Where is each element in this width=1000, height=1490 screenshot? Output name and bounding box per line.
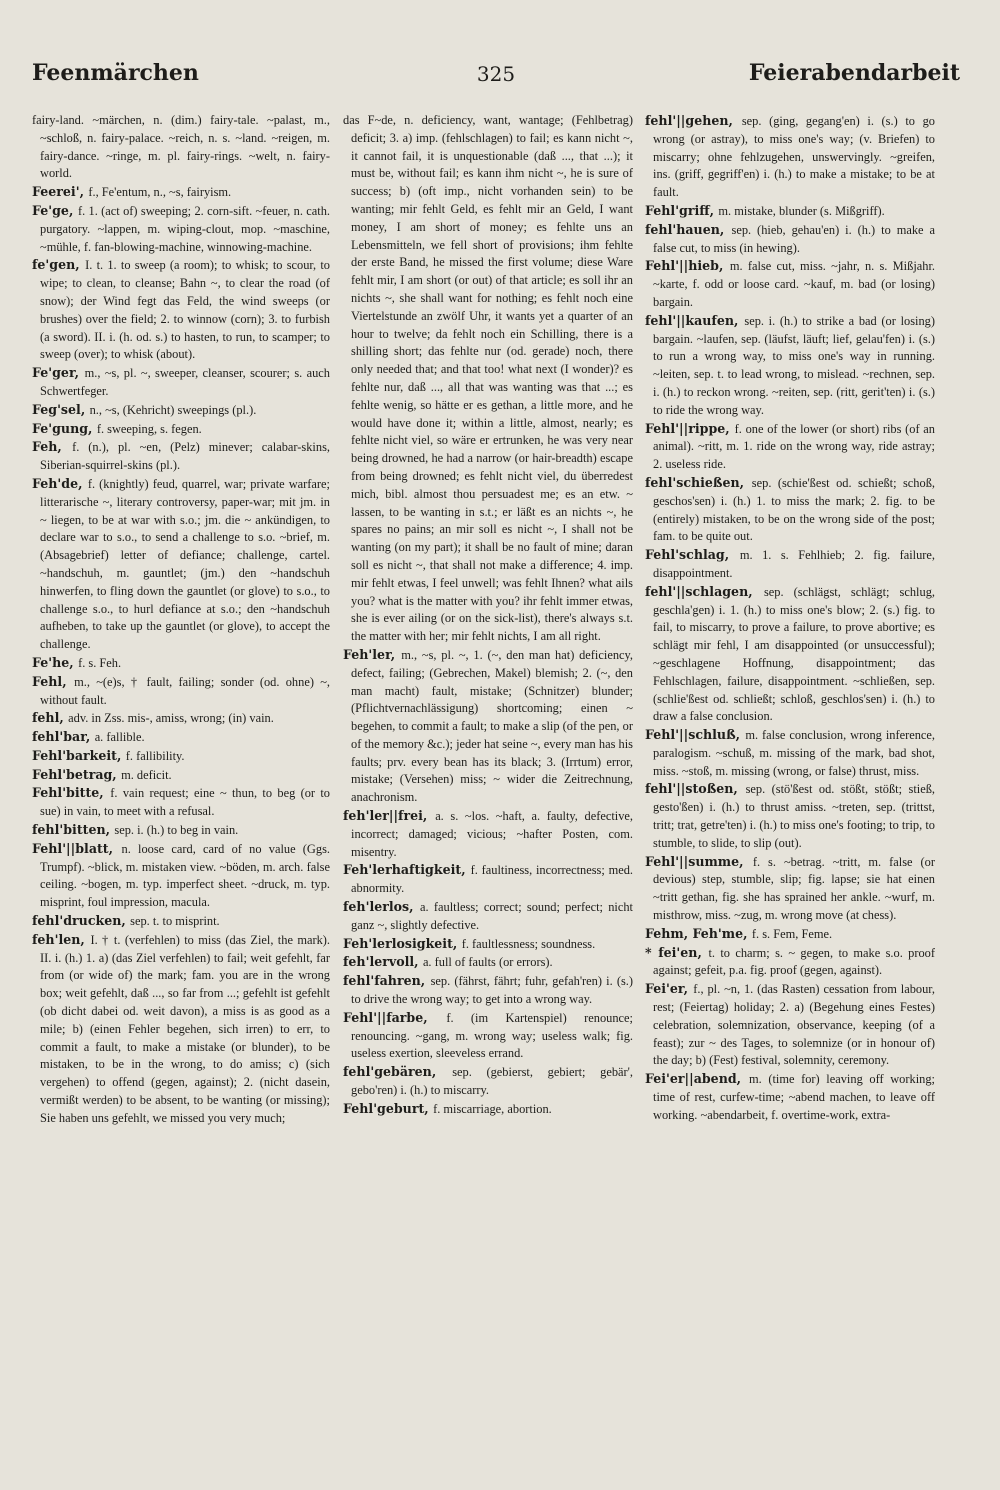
entry-definition: a. faultless; correct; sound; perfect; nicht ganz ~, slightly defective. [351, 900, 633, 932]
entry-headword: feh'lervoll, [343, 954, 423, 970]
entry-definition: sep. i. (h.) to strike a bad (or losing) bargain. ~laufen, sep. (läufst, läuft; lief, gelau'fen) i. (s.) to run a wrong way, to miss one's way in running. ~leiten, sep. t. to lead wrong, to mislead. ~rechnen, sep. i. (h.) to reckon wrong. ~reiten, sep. (ritt, gerit'ten) i. (s.) to ride the wrong way. [653, 313, 935, 417]
dictionary-entry [32, 654, 330, 673]
dictionary-entry [645, 202, 935, 221]
entry-definition: sep. (gebierst, gebiert; gebär', gebo'ren) i. (h.) to miscarry. [351, 1065, 633, 1098]
entry-definition: a. full of faults (or errors). [422, 955, 553, 970]
entry-headword: fehl'bar, [32, 729, 95, 745]
dictionary-entry [343, 112, 633, 646]
dictionary-entry [343, 953, 633, 972]
entry-definition: f. (n.), pl. ~en, (Pelz) minever; calabar-skins, Siberian-squirrel-skins (pl.). [40, 440, 330, 473]
dictionary-entry [645, 312, 935, 420]
entry-definition: sep. (stö'ßest od. stößt, stößt; stieß, gesto'ßen) i. (h.) to thrust amiss. ~treten, sep. (trittst, tritt; trat, getre'ten) i. (h.) to miss one's footing; to trip, to stumble, to slide, to slip (out). [653, 782, 935, 850]
entry-headword: Fe'ger, [32, 365, 85, 381]
entry-headword: Fe'ge, [32, 202, 78, 218]
dictionary-entry [645, 583, 935, 726]
dictionary-entry [32, 912, 330, 931]
entry-headword: Feh'lerhaftigkeit, [343, 862, 471, 878]
entry-headword: * fei'en, [645, 944, 709, 960]
entry-headword: Fehl'||summe, [645, 853, 753, 869]
dictionary-entry [343, 646, 633, 807]
entry-headword: Fe'gung, [32, 420, 97, 436]
entry-definition: f. vain request; eine ~ thun, to beg (or to sue) in vain, to meet with a refusal. [40, 786, 330, 819]
entry-definition: sep. i. (h.) to beg in vain. [114, 823, 239, 838]
dictionary-entry [343, 861, 633, 898]
entry-headword: Fehm, Feh'me, [645, 925, 752, 941]
entry-definition: t. to charm; s. ~ gegen, to make s.o. proof against; gefeit, p.a. fig. proof (gegen, against). [653, 945, 935, 978]
dictionary-entry [32, 931, 330, 1128]
entry-headword: Feh, [32, 439, 73, 455]
page-header [32, 60, 960, 90]
entry-headword: Fehl'||blatt, [32, 840, 122, 856]
entry-headword: Fehl'betrag, [32, 766, 122, 782]
entry-definition: m. false cut, miss. ~jahr, n. s. Mißjahr. ~karte, f. odd or loose card. ~kauf, m. bad (or losing) bargain. [653, 259, 935, 309]
dictionary-entry [32, 747, 330, 766]
dictionary-entry [645, 420, 935, 474]
entry-definition: sep. t. to misprint. [130, 914, 220, 929]
entry-definition: f. (im Kartenspiel) renounce; renouncing. ~gang, m. wrong way; useless walk; fig. useless exertion, sleeveless errand. [351, 1010, 633, 1061]
entry-definition: sep. (hieb, gehau'en) i. (h.) to make a false cut, to miss (in hewing). [653, 222, 935, 255]
column-3 [645, 112, 935, 1472]
dictionary-entry [32, 202, 330, 256]
entry-definition: adv. in Zss. mis-, amiss, wrong; (in) vain. [68, 711, 274, 726]
dictionary-entry [645, 257, 935, 311]
entry-headword: feh'ler||frei, [343, 808, 436, 824]
dictionary-entry [32, 183, 330, 202]
entry-definition: m. deficit. [121, 767, 172, 782]
dictionary-entry [32, 364, 330, 401]
entry-headword: fehl'||gehen, [645, 113, 742, 128]
dictionary-entry [645, 853, 935, 925]
entry-definition: m. mistake, blunder (s. Mißgriff). [718, 203, 885, 218]
entry-headword: fehl'gebären, [343, 1064, 453, 1080]
dictionary-entry [645, 112, 935, 202]
entry-definition: das F~de, n. deficiency, want, wantage; (Fehlbetrag) deficit; 3. a) imp. (fehlschlagen) to fail; es kann nicht ~, it cannot fail, it is unquestionable (daß ..., that ...); it must be, without fail; es kann ihm nicht ~, he is sure of success; b) (oft imp., nicht vorhanden sein) to be wanting; mir fehlt Geld, es fehlt mir an Geld, I want money, I am short of money; es fehlte uns an Lebensmitteln, we fell short of provisions; ihm fehlte der erste Band, he missed the first volume; diese Ware fehlt mir, I am short (or out) of that article; es soll ihr an nichts ~, she shall want for nothing; es fehlt noch eine Viertelstunde an zwölf Uhr, it wants yet a quarter of an hour to twelve; da fehlt noch ein Schilling, there is a shilling short; das fehlte nur (od. gerade) noch, there only needed that; and that too! what next (I wonder)? es fehlte nur, daß ..., all that was wanting was that ...; es fehlte wenig, so hätte er es gethan, a little more, and he would have done it; within a little, almost, nearly; es fehlte nicht viel, so wäre er ertrunken, he was very near being drowned, he had a narrow (or hair-breadth) escape from being drowned; es fehlt nicht viel, du überredest mich, bibl. almost thou persuadest me; es an etw. ~ lassen, to be wanting in s.t.; er läßt es an nichts ~, he spares no pains; an mir soll es nicht ~, I shall not be wanting (on my part); it shall be no fault of mine; daran soll es nicht ~, that shall not make a difference; 4. imp. mir fehlt etwas, I feel unwell; was fehlt Ihnen? what ails you? what is the matter with you? ihr fehlt immer etwas, she is ever ailing (or on the sick-list), there's always s.t. the matter with her; mir fehlt nichts, I am all right. [343, 113, 633, 644]
entry-headword: Fei'er, [645, 981, 694, 997]
entry-headword: Fehl'barkeit, [32, 747, 126, 763]
entry-headword: fehl'schießen, [645, 474, 752, 490]
entry-headword: Fe'he, [32, 654, 79, 670]
entry-definition: I. † t. (verfehlen) to miss (das Ziel, the mark). II. i. (h.) 1. a) (das Ziel verfehlen) to fail; weit gefehlt, far from (or wide of) the mark; fam. you are in the wrong box; weit gefehlt, daß ..., so far from ...; gefehlt ist gefehlt (ob dicht dabei od. weit davon), a miss is as good as a mile; b) (einen Fehler begehen, sich irren) to err, to commit a fault, to make a mistake (or blunder), to be mistaken, to be in the wrong, to do amiss; c) (sich vergehen) to offend (gegen, against); 2. (nicht dasein, vermißt werden) to be absent, to be wanting (or missing); Sie haben uns gefehlt, we missed you very much; [40, 932, 330, 1125]
entry-definition: f. miscarriage, abortion. [433, 1101, 552, 1116]
entry-headword: fehl'||schlagen, [645, 583, 764, 599]
dictionary-entry [32, 256, 330, 364]
dictionary-entry [343, 898, 633, 935]
entry-headword: Feh'ler, [343, 646, 402, 662]
dictionary-entry [645, 546, 935, 583]
entry-definition: sep. (schlägst, schlägt; schlug, geschla'gen) i. 1. (h.) to miss one's blow; 2. (s.) fig. to fail, to miscarry, to prove a failure, to prove abortive; es schlägt mir fehl, I am disappointed (or unsuccessful); ~geschlagene Hoffnung, disappointment; das Fehlschlagen, failure, disappointment. ~schließen, sep. (schlie'ßest od. schließt; schloß, geschlos'sen) i. (h.) to draw a false conclusion. [653, 584, 935, 724]
dictionary-entry [343, 1100, 633, 1119]
dictionary-entry [343, 972, 633, 1009]
column-2 [343, 112, 633, 1472]
entry-definition: sep. (fährst, fährt; fuhr, gefah'ren) i. (s.) to drive the wrong way; to get into a wrong way. [351, 974, 633, 1007]
entry-definition: f. sweeping, s. fegen. [96, 421, 202, 436]
dictionary-entry [32, 840, 330, 912]
entry-definition: f. faultiness, incorrectness; med. abnormity. [351, 863, 633, 896]
dictionary-entry [32, 673, 330, 710]
entry-headword: fehl'||kaufen, [645, 312, 745, 328]
column-1 [32, 112, 330, 1472]
dictionary-entry [645, 944, 935, 981]
entry-headword: Fehl'geburt, [343, 1100, 434, 1116]
running-head-left: Feenmärchen [32, 60, 199, 86]
entry-definition: f. s. Feh. [78, 655, 122, 670]
entry-definition: m., ~s, pl. ~, 1. (~, den man hat) deficiency, defect, failing; (Gebrechen, Makel) blemish; 2. (~, den man macht) fault, mistake; (Schnitzer) blunder; (Pflichtvernachlässigung) shortcoming; einen ~ begehen, to commit a fault; to make a slip (of the pen, or of the memory &c.); jeder hat seine ~, every man has his faults; prv. every bean has its black; 3. (Irrtum) error, mistake; (Versehen) miss; ~ wider die Zeitrechnung, anachronism. [351, 647, 633, 805]
dictionary-entry [32, 728, 330, 747]
dictionary-entry [32, 420, 330, 439]
entry-definition: m., ~(e)s, † fault, failing; sonder (od. ohne) ~, without fault. [40, 674, 330, 707]
entry-definition: a. s. ~los. ~haft, a. faulty, defective, incorrect; damaged; vicious; ~hafter Posten, com. misentry. [351, 809, 633, 859]
entry-headword: Fehl'||hieb, [645, 258, 730, 274]
entry-headword: Feg'sel, [32, 401, 90, 417]
dictionary-entry [32, 438, 330, 475]
dictionary-entry [645, 221, 935, 258]
dictionary-entry [343, 1063, 633, 1100]
entry-definition: f. s. ~betrag. ~tritt, m. false (or devious) step, stumble, slip; fig. lapse; sie hat einen ~tritt gethan, fig. she has sprained her ankle. ~wurf, m. misthrow, miss. ~zug, m. wrong move (at chess). [653, 854, 935, 923]
entry-definition: f. (knightly) feud, quarrel, war; private warfare; litterarische ~, literary controversy, paper-war; mit jm. in ~ liegen, to be at war with s.o.; jm. die ~ ankündigen, to declare war to s.o., to send a challenge to s.o. ~brief, m. (Absagebrief) letter of defiance; challenge, cartel. ~handschuh, m. gauntlet; (jm.) den ~handschuh hinwerfen, to fling down the gauntlet (or glove) to s.o., to challenge s.o., to hurl defiance at s.o.; den ~handschuh aufheben, to take up the gauntlet (or glove), to accept the challenge. [40, 476, 330, 652]
dictionary-entry [32, 709, 330, 728]
entry-definition: n. loose card, card of no value (Ggs. Trumpf). ~blick, m. mistaken view. ~böden, m. arch. false ceiling. ~bogen, m. typ. imperfect sheet. ~druck, m. typ. misprint, foul impression, macula. [40, 841, 330, 910]
entry-definition: f. fallibility. [125, 748, 185, 763]
entry-headword: Fehl'griff, [645, 202, 719, 218]
page-number: 325 [476, 62, 516, 86]
dictionary-entry [32, 401, 330, 420]
running-head-right: Feierabendarbeit [748, 60, 960, 86]
entry-definition: m. false conclusion, wrong inference, paralogism. ~schuß, m. missing of the mark, bad shot, miss. ~stoß, m. missing (wrong, or false) thrust, miss. [653, 728, 935, 778]
entry-definition: m. (time for) leaving off working; time of rest, curfew-time; ~abend machen, to leave off working. ~abendarbeit, f. overtime-work, extra- [653, 1072, 935, 1122]
dictionary-entry [32, 784, 330, 821]
dictionary-entry [645, 925, 935, 944]
entry-definition: fairy-land. ~märchen, n. (dim.) fairy-tale. ~palast, m., ~schloß, n. fairy-palace. ~reich, n. s. ~land. ~reigen, m. fairy-dance. ~ringe, m. pl. fairy-rings. ~welt, n. fairy-world. [32, 113, 330, 181]
entry-definition: sep. (ging, gegang'en) i. (s.) to go wrong (or astray), to miss one's way; (v. Briefen) to miscarry; ohne fehlzugehen, unswervingly. ~greifen, ins. (griff, gegriff'en) i. (h.) to make a mistake; to be at fault. [653, 114, 935, 200]
entry-headword: fe'gen, [32, 257, 86, 273]
dictionary-entry [32, 475, 330, 654]
entry-headword: fehl, [32, 710, 69, 726]
entry-definition: a. fallible. [94, 730, 145, 745]
entry-headword: fehl'||stoßen, [645, 781, 746, 797]
entry-headword: Fehl, [32, 673, 75, 689]
entry-definition: m., ~s, pl. ~, sweeper, cleanser, scourer; s. auch Schwertfeger. [40, 366, 330, 398]
dictionary-entry [32, 821, 330, 840]
entry-definition: f., pl. ~n, 1. (das Rasten) cessation from labour, rest; (Feiertag) holiday; 2. a) (Begehung eines Festes) celebration, solemnization, observance, keeping (of a feast); zur ~ des Tages, to solemnize (or in honour of) the day; b) (Fest) festival, solemnity, ceremony. [653, 982, 935, 1068]
entry-definition: sep. (schie'ßest od. schießt; schoß, geschos'sen) i. (h.) 1. to miss the mark; 2. fig. to be (entirely) mistaken, to be on the wrong side of the post; fam. to be quite out. [653, 475, 935, 544]
dictionary-entry [645, 474, 935, 546]
dictionary-entry [645, 780, 935, 852]
entry-headword: fehl'fahren, [343, 973, 431, 989]
entry-definition: f. one of the lower (or short) ribs (of an animal). ~ritt, m. 1. ride on the wrong way, ride astray; 2. useless ride. [653, 421, 935, 472]
dictionary-entry [645, 726, 935, 780]
entry-headword: Fehl'schlag, [645, 547, 740, 563]
entry-headword: Feh'de, [32, 475, 88, 491]
entry-headword: fehl'hauen, [645, 221, 732, 237]
entry-headword: Fehl'||farbe, [343, 1009, 447, 1025]
entry-definition: m. 1. s. Fehlhieb; 2. fig. failure, disappointment. [653, 548, 935, 580]
entry-headword: Feerei', [32, 184, 89, 200]
dictionary-entry [343, 807, 633, 861]
entry-headword: feh'len, [32, 931, 91, 947]
entry-headword: fehl'drucken, [32, 913, 131, 929]
dictionary-entry [343, 935, 633, 954]
entry-headword: Fehl'||schluß, [645, 727, 746, 743]
entry-headword: Feh'lerlosigkeit, [343, 935, 462, 951]
entry-definition: f. s. Fem, Feme. [751, 926, 833, 941]
entry-headword: Fei'er||abend, [645, 1071, 749, 1087]
entry-headword: fehl'bitten, [32, 822, 115, 838]
entry-definition: I. t. 1. to sweep (a room); to whisk; to scour, to wipe; to clean, to cleanse; Bahn ~, to clear the road (of snow); der Wind fegt das Feld, the wind sweeps (or brushes) over the field; 2. to winnow (corn); 3. to furbish (a sword). II. i. (h. od. s.) to hasten, to run, to scamper; to sweep (over); to whisk (about). [40, 258, 330, 362]
dictionary-entry [32, 112, 330, 183]
entry-headword: Fehl'bitte, [32, 785, 111, 801]
dictionary-entry [645, 1070, 935, 1124]
entry-definition: f., Fe'entum, n., ~s, fairyism. [88, 185, 232, 200]
entry-definition: n., ~s, (Kehricht) sweepings (pl.). [89, 402, 257, 417]
entry-definition: f. faultlessness; soundness. [461, 936, 596, 951]
dictionary-entry [645, 980, 935, 1070]
dictionary-entry [32, 766, 330, 785]
entry-headword: Fehl'||rippe, [645, 420, 735, 436]
dictionary-entry [343, 1009, 633, 1063]
entry-headword: feh'lerlos, [343, 899, 421, 915]
entry-definition: f. 1. (act of) sweeping; 2. corn-sift. ~feuer, n. cath. purgatory. ~lappen, m. wiping-clout, mop. ~maschine, ~mühle, f. fan-blowing-machine, winnowing-machine. [40, 203, 330, 254]
